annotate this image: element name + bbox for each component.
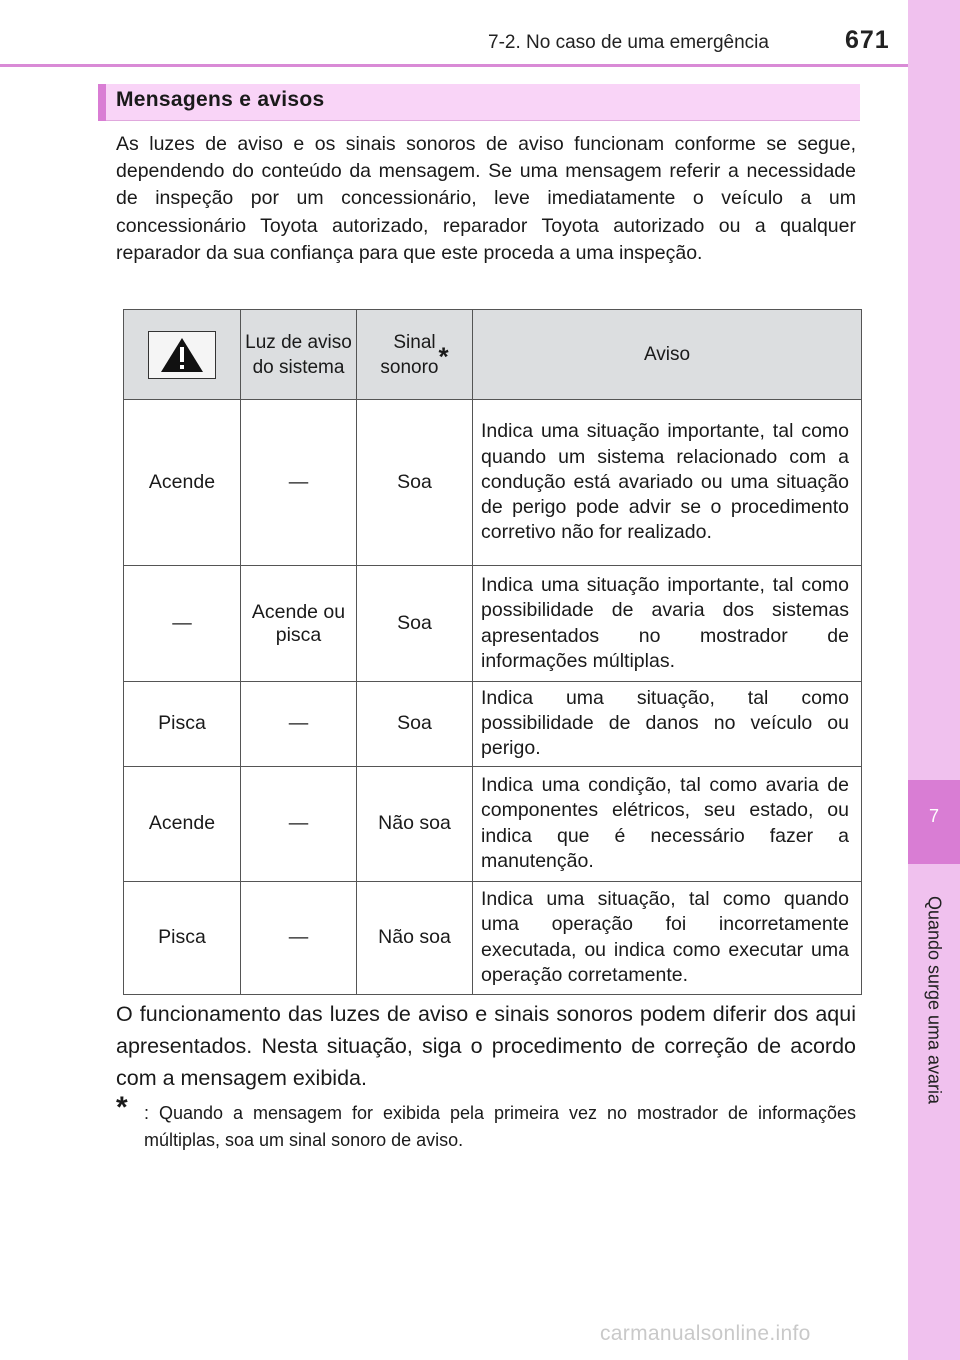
system-cell: Acende ou pisca — [241, 566, 357, 682]
footnote — [116, 1091, 856, 1154]
buzzer-header-label: Sinal sonoro — [380, 331, 439, 378]
warning-cell: Indica uma situação, tal como possibilidade de danos no veículo ou perigo. — [473, 682, 862, 767]
master-warning-header — [124, 310, 241, 400]
buzzer-cell: Não soa — [357, 881, 473, 994]
chapter-number: 7 — [928, 806, 939, 826]
table-header-row — [124, 310, 862, 400]
chapter-title: Quando surge uma avaria — [924, 895, 945, 1105]
master-cell: Pisca — [124, 881, 241, 994]
section-path: 7-2. No caso de uma emergência — [488, 32, 769, 53]
page-header — [0, 0, 908, 66]
chapter-side-tab — [908, 0, 960, 1360]
section-title: Mensagens e avisos — [116, 88, 325, 111]
buzzer-cell: Soa — [357, 400, 473, 566]
system-light-header: Luz de aviso do sistema — [241, 310, 357, 400]
buzzer-footnote-mark: * — [438, 341, 449, 372]
warning-header: Aviso — [473, 310, 862, 400]
warning-cell: Indica uma situação importante, tal como quando um sistema relacionado com a condução está avariado ou uma situação de perigo pode advir se o procedimento corretivo não for realizado. — [473, 400, 862, 566]
footnote-marker: * — [116, 1091, 128, 1124]
watermark: carmanualsonline.info — [600, 1322, 811, 1345]
system-cell: — — [241, 400, 357, 566]
buzzer-cell: Soa — [357, 682, 473, 767]
warning-triangle-icon — [148, 331, 216, 379]
footnote-text: : Quando a mensagem for exibida pela primeira vez no mostrador de informações múltiplas, soa um sinal sonoro de aviso. — [144, 1103, 856, 1150]
intro-paragraph: As luzes de aviso e os sinais sonoros de aviso funcionam conforme se segue, dependendo do conteúdo da mensagem. Se uma mensagem referir a necessidade de inspeção por um concessionário, leve imediatamente o veículo a um concessionário Toyota autorizado, reparador Toyota autorizado ou a qualquer reparador da sua confiança para que este proceda a uma inspeção. — [116, 133, 856, 264]
table-row — [124, 400, 862, 566]
page-number: 671 — [845, 26, 890, 54]
warning-cell: Indica uma condição, tal como avaria de componentes elétricos, seu estado, ou indica que é necessário fazer a manutenção. — [473, 766, 862, 881]
master-cell: Acende — [124, 766, 241, 881]
master-cell: Acende — [124, 400, 241, 566]
table-row — [124, 881, 862, 994]
section-title-accent — [98, 84, 106, 121]
system-cell: — — [241, 766, 357, 881]
warning-cell: Indica uma situação importante, tal como possibilidade de avaria dos sistemas apresentados no mostrador de informações múltiplas. — [473, 566, 862, 682]
system-cell: — — [241, 682, 357, 767]
buzzer-cell: Soa — [357, 566, 473, 682]
warning-table — [123, 309, 862, 995]
table-row — [124, 566, 862, 682]
table-row — [124, 766, 862, 881]
after-table-paragraph: O funcionamento das luzes de aviso e sinais sonoros podem diferir dos aqui apresentados. Nesta situação, siga o procedimento de correção de acordo com a mensagem exibida. — [116, 1002, 856, 1090]
system-cell: — — [241, 881, 357, 994]
master-cell: — — [124, 566, 241, 682]
warning-cell: Indica uma situação, tal como quando uma operação foi incorretamente executada, ou indica como executar uma operação corretamente. — [473, 881, 862, 994]
master-cell: Pisca — [124, 682, 241, 767]
table-row — [124, 682, 862, 767]
header-rule — [0, 64, 908, 67]
buzzer-cell: Não soa — [357, 766, 473, 881]
buzzer-header — [357, 310, 473, 400]
